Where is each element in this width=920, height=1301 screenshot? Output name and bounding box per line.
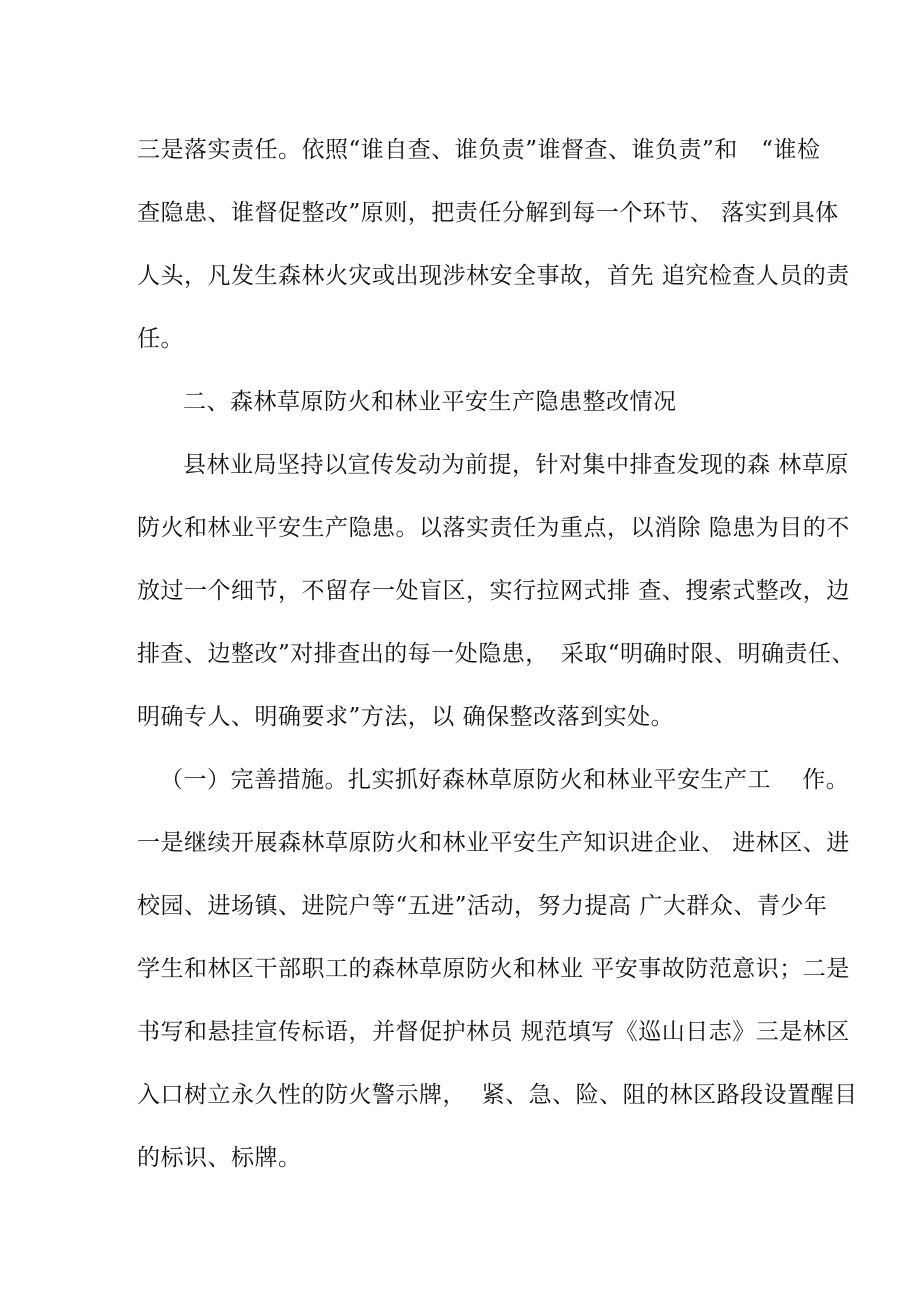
paragraph-line: 学生和林区干部职工的森林草原防火和林业 平安事故防范意识；二是 [137,956,850,982]
paragraph-line: 放过一个细节，不留存一处盲区，实行拉网式排 查、搜索式整改，边 [137,578,850,604]
paragraph-line: 的标识、标牌。 [137,1145,302,1171]
paragraph-line: 防火和林业平安生产隐患。以落实责任为重点，以消除 隐患为目的不 [137,515,850,541]
paragraph-line: 校园、进场镇、进院户等“五进”活动，努力提高 广大群众、青少年 [137,893,828,919]
paragraph-line: 排查、边整改”对排查出的每一处隐患， 采取“明确时限、明确责任、 [137,641,856,667]
paragraph-line: 任。 [137,326,184,352]
paragraph-line: 一是继续开展森林草原防火和林业平安生产知识进企业、 进林区、进 [137,830,850,856]
section-heading: 二、森林草原防火和林业平安生产隐患整改情况 [183,389,677,415]
paragraph-line: 三是落实责任。依照“谁自查、谁负责”谁督查、谁负责”和 “谁检 [137,137,821,163]
subsection-heading-line: （一）完善措施。扎实抓好森林草原防火和林业平安生产工 作。 [160,767,850,793]
paragraph-line: 入口树立永久性的防火警示牌， 紧、急、险、阻的林区路段设置醒目 [137,1082,858,1108]
paragraph-line: 县林业局坚持以宣传发动为前提，针对集中排查发现的森 林草原 [183,452,849,478]
paragraph-line: 书写和悬挂宣传标语，并督促护林员 规范填写《巡山日志》三是林区 [137,1019,850,1045]
paragraph-line: 人头，凡发生森林火灾或出现涉林安全事故，首先 追究检查人员的责 [137,263,850,289]
paragraph-line: 明确专人、明确要求”方法，以 确保整改落到实处。 [137,704,675,730]
paragraph-line: 查隐患、谁督促整改”原则，把责任分解到每一个环节、 落实到具体 [137,200,839,226]
